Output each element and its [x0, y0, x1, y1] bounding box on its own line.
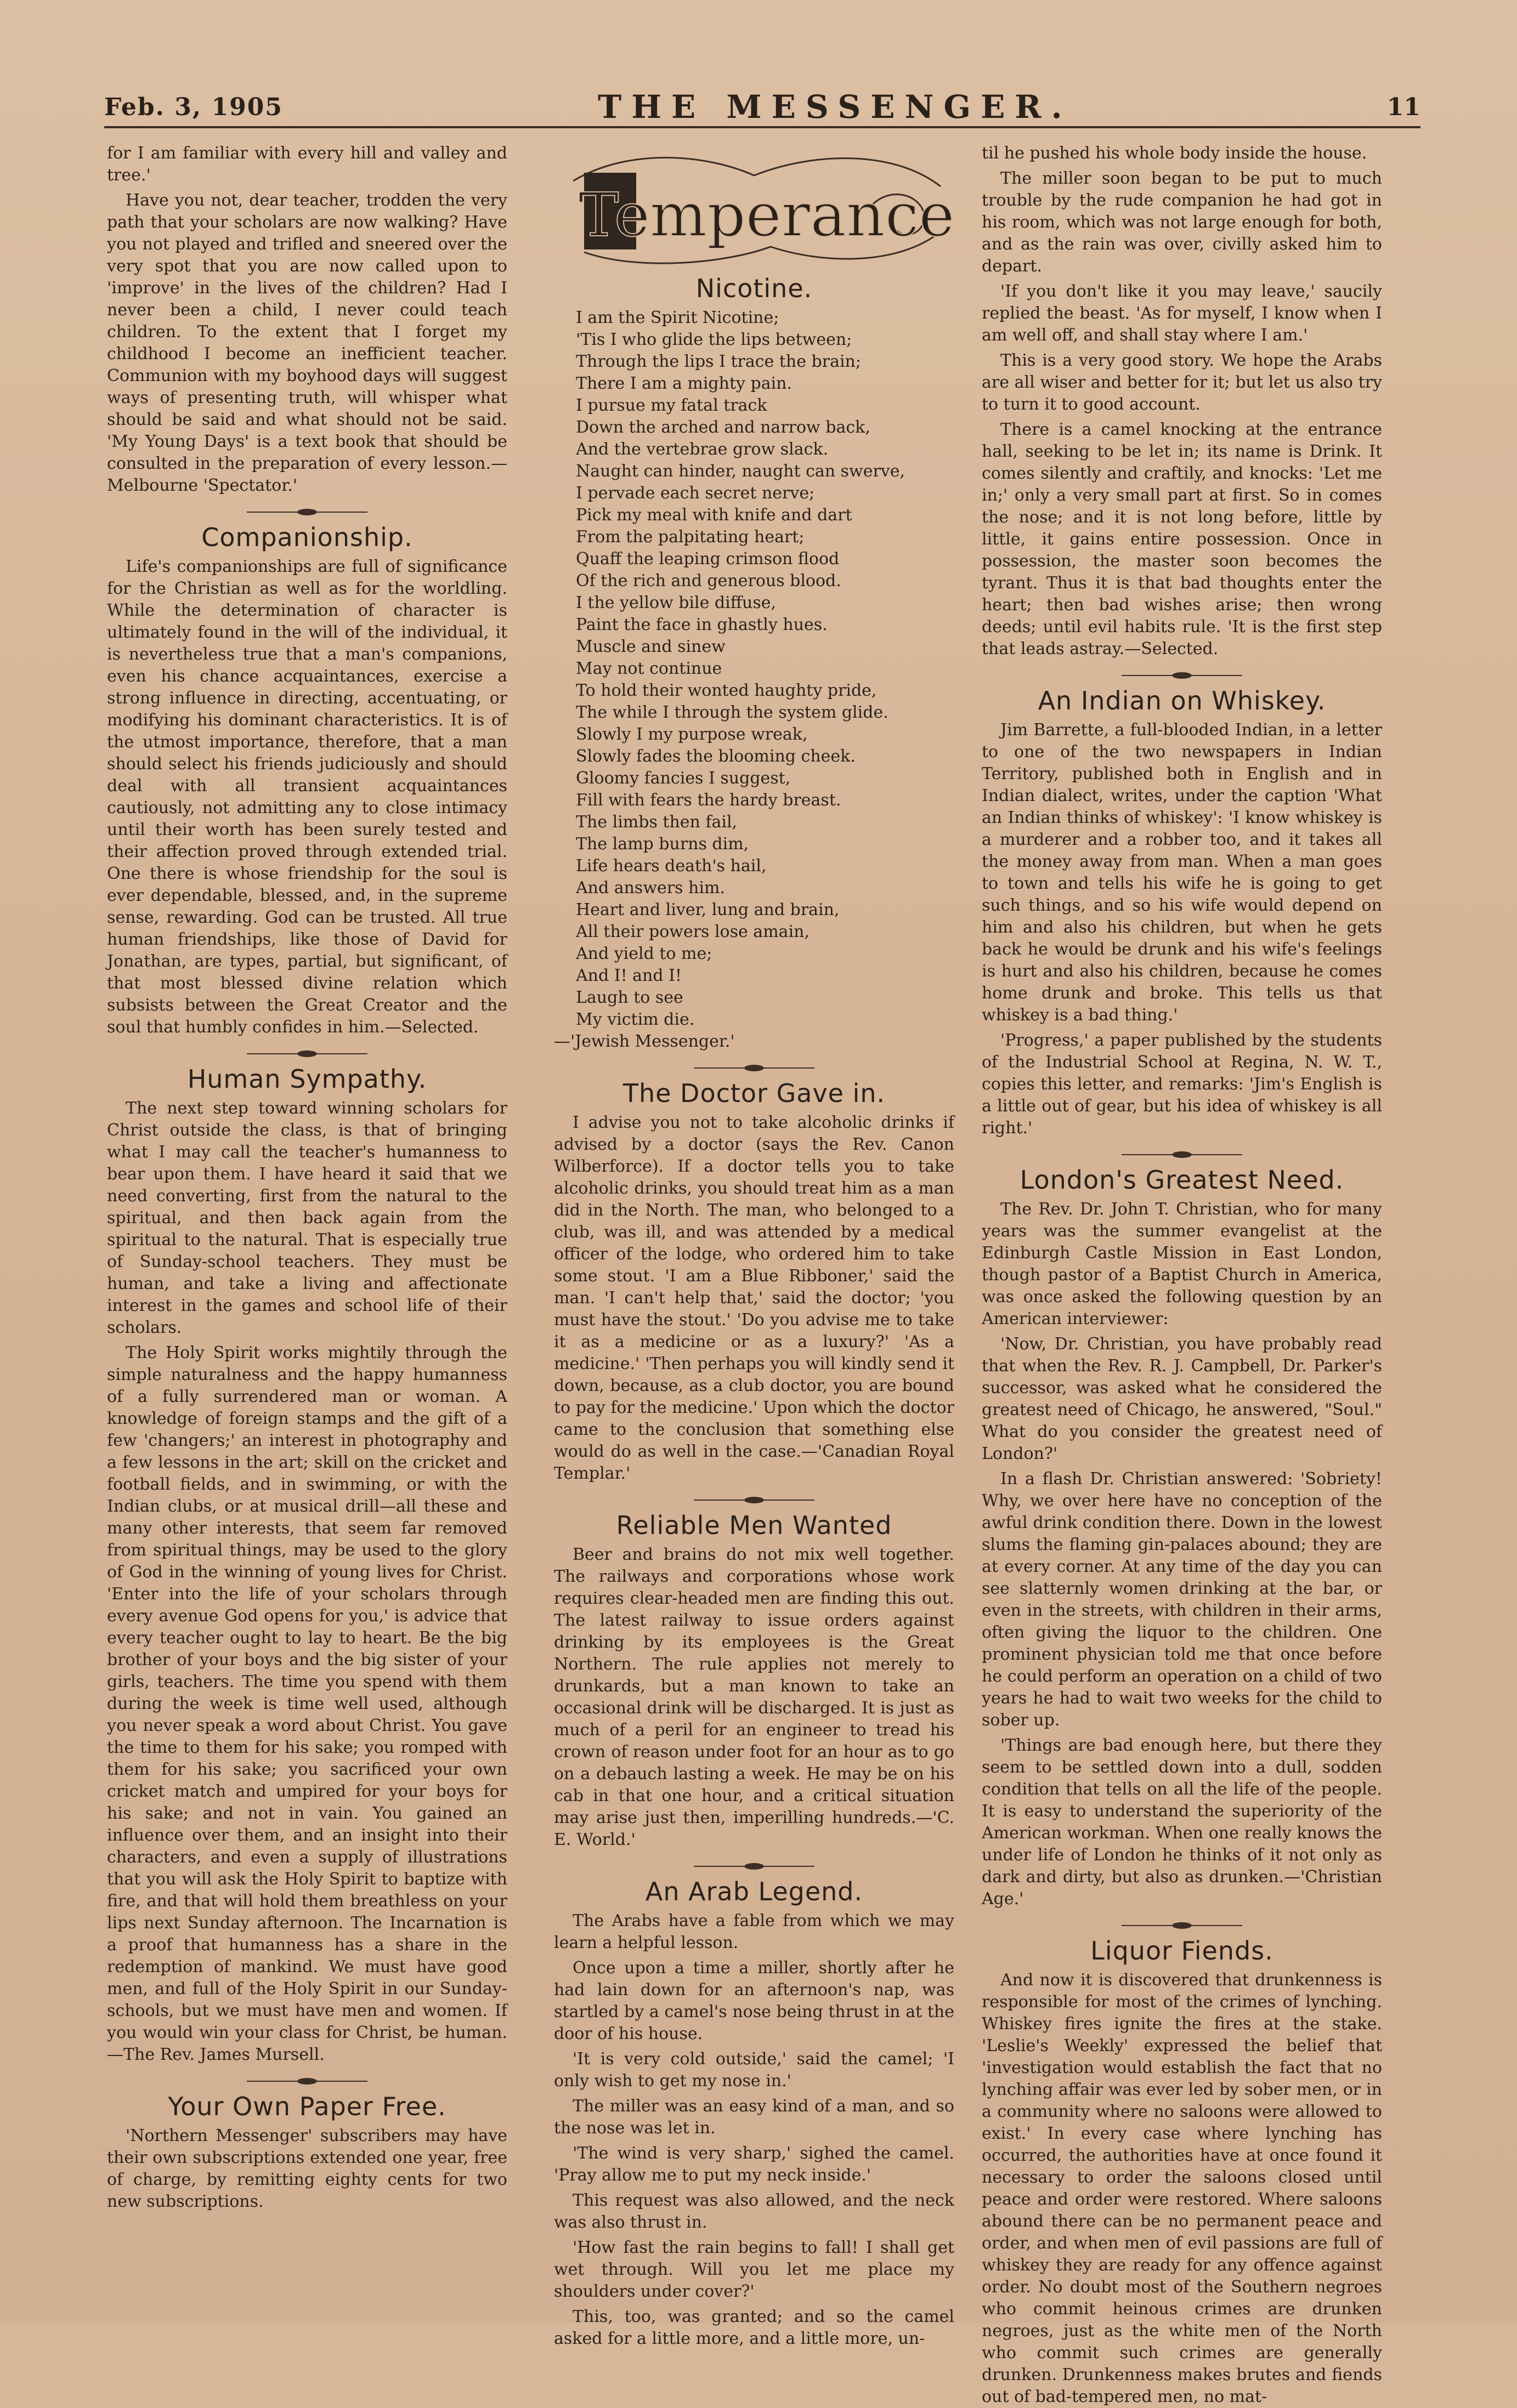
article-title-nicotine: Nicotine. [695, 274, 813, 303]
poem-line: 'Tis I who glide the lips between; [576, 330, 852, 349]
temperance-logo-word: Temperance [579, 180, 955, 250]
article-paragraph: The next step toward winning scholars for Christ outside the class, is that of bringing what I may call the teacher's humanness to bear upon them. I have heard it said that we need converting, first from the natural to the spiritual, and then back again from the spiritual to the natural. That is especially true of Sunday-school teachers. They must be human, and take a living and affectionate interest in the games and school life of their scholars. [107, 1099, 507, 1337]
page-header [104, 88, 1420, 128]
poem-line: And I! and I! [576, 966, 682, 985]
poem-line: The lamp burns dim, [576, 834, 749, 854]
article-paragraph: 'It is very cold outside,' said the camel; 'I only wish to get my nose in.' [554, 2049, 954, 2091]
poem-line: There I am a mighty pain. [576, 374, 793, 393]
poem-line: Down the arched and narrow back, [576, 418, 870, 437]
article-paragraph: In a flash Dr. Christian answered: 'Sobriety! Why, we over here have no conception of the awful drink condition there. Down in the lowest slums the flaming gin-palaces abound; they are at every corner. At any time of the day you can see slatternly women drinking at the bar, or even in the streets, with children in their arms, often giving the liquor to the children. One prominent physician told me that once before he could perform an operation on a child of two years he had to wait two weeks for the child to sober up. [982, 1469, 1382, 1730]
article-title-doctor-gave-in: The Doctor Gave in. [622, 1078, 886, 1108]
article-title-indian-on-whiskey: An Indian on Whiskey. [1038, 686, 1326, 715]
poem-line: Pick my meal with knife and dart [576, 506, 852, 525]
article-paragraph: This, too, was granted; and so the camel asked for a little more, and a little more, un- [554, 2307, 954, 2348]
poem-line: My victim die. [576, 1010, 695, 1029]
poem-line: And answers him. [576, 878, 725, 898]
poem-line: I pervade each secret nerve; [576, 484, 815, 503]
poem-line: I pursue my fatal track [576, 396, 767, 415]
poem-line: May not continue [576, 659, 722, 678]
poem-line: To hold their wonted haughty pride, [576, 681, 877, 700]
article-paragraph: Life's companionships are full of significance for the Christian as well as for the worldling. While the determination of character is ultimately found in the will of the individual, it is nevertheless true that a man's companions, even his chance acquaintances, exercise a strong influence in directing, accentuating, or modifying his dominant characteristics. It is of the utmost importance, therefore, that a man should select his friends judiciously and should deal with all transient acquaintances cautiously, not admitting any to close intimacy until their worth has been surely tested and their affection proved through extended trial. One there is whose friendship for the soul is ever dependable, blessed, and, in the supreme sense, rewarding. God can be trusted. All true human friendships, like those of David for Jonathan, are types, partial, but significant, of that most blessed divine relation which subsists between the Great Creator and the soul that humbly confides in him.—Selected. [107, 557, 507, 1037]
article-paragraph: 'The wind is very sharp,' sighed the camel. 'Pray allow me to put my neck inside.' [554, 2144, 954, 2185]
poem-attribution: —'Jewish Messenger.' [554, 1032, 735, 1051]
ornament-divider [982, 1920, 1382, 1931]
article-paragraph: til he pushed his whole body inside the house. [982, 144, 1367, 163]
article-title-liquor-fiends: Liquor Fiends. [1090, 1936, 1273, 1966]
poem-line: Naught can hinder, naught can swerve, [576, 462, 905, 481]
article-title-own-paper-free: Your Own Paper Free. [168, 2092, 446, 2121]
poem-line: Fill with fears the hardy breast. [576, 791, 841, 810]
article-paragraph: 'How fast the rain begins to fall! I shall get wet through. Will you let me place my shoulders under cover?' [554, 2238, 954, 2301]
poem-line: Muscle and sinew [576, 637, 726, 656]
poem-line: Paint the face in ghastly hues. [576, 615, 828, 634]
article-paragraph: This is a very good story. We hope the Arabs are all wiser and better for it; but let us also try to turn it to good account. [982, 351, 1382, 414]
poem-line: I the yellow bile diffuse, [576, 593, 777, 612]
article-paragraph: 'Progress,' a paper published by the students of the Industrial School at Regina, N. W. T., copies this letter, and remarks: 'Jim's English is a little out of gear, but his idea of whiskey is all right.' [982, 1031, 1382, 1138]
article-paragraph: Beer and brains do not mix well together. The railways and corporations whose work requires clear-headed men are finding this out. The latest railway to issue orders against drinking by its employees is the Great Northern. The rule applies not merely to drunkards, but a man known to take an occasional drink will be discharged. It is just as much of a peril for an engineer to tread his crown of reason under foot for an hour as to go on a debauch lasting a week. He may be on his cab in that one hour, and a critical situation may arise just then, imperilling hundreds.—'C. E. World.' [554, 1545, 954, 1849]
ornament-divider [554, 1861, 954, 1872]
poem-line: The limbs then fail, [576, 813, 738, 832]
ornament-divider [982, 1149, 1382, 1160]
poem-line: And the vertebrae grow slack. [576, 440, 829, 459]
poem-line: Slowly I my purpose wreak, [576, 725, 808, 744]
article-paragraph: Once upon a time a miller, shortly after he had lain down for an afternoon's nap, was startled by a camel's nose being thrust in at the door of his house. [554, 1958, 954, 2043]
poem-line: And yield to me; [576, 944, 712, 963]
article-paragraph: 'If you don't like it you may leave,' saucily replied the beast. 'As for myself, I know when I am well off, and shall stay where I am.' [982, 282, 1382, 345]
poem-line: Of the rich and generous blood. [576, 571, 841, 590]
column-2 [554, 143, 955, 2348]
article-paragraph: This request was also allowed, and the neck was also thrust in. [554, 2191, 954, 2232]
article-paragraph: There is a camel knocking at the entrance hall, seeking to be let in; its name is Drink. It comes silently and craftily, and knocks: 'Let me in;' only a very small part at first. So in comes the nose; and it is not long before, little by little, it gains entire possession. Once in possession, the master soon becomes the tyrant. Thus it is that bad thoughts enter the heart; then bad wishes arise; then wrong deeds; until evil habits rule. 'It is the first step that leads astray.—Selected. [982, 420, 1382, 658]
article-title-londons-greatest-need: London's Greatest Need. [1020, 1165, 1344, 1195]
article-paragraph: 'Northern Messenger' subscribers may have their own subscriptions extended one year, free of charge, by remitting eighty cents for two new subscriptions. [107, 2126, 507, 2211]
poem-line: From the palpitating heart; [576, 527, 805, 547]
temperance-banner [554, 143, 954, 269]
article-paragraph: The Rev. Dr. John T. Christian, who for many years was the summer evangelist at the Edinburgh Castle Mission in East London, though pastor of a Baptist Church in America, was once asked the following question by an American interviewer: [982, 1200, 1382, 1328]
article-paragraph: Jim Barrette, a full-blooded Indian, in a letter to one of the two newspapers in Indian Territory, published both in English and in Indian dialect, writes, under the caption 'What an Indian thinks of whiskey': 'I know whiskey is a murderer and a robber too, and it takes all the money away from man. When a man goes to town and tells his wife he is going to get such things, and so his wife would depend on him and also his children, but when he gets back he would be drunk and his wife's feelings is hurt and also his children, because he comes home drunk and broke. This tells us that whiskey is a bad thing.' [982, 720, 1382, 1025]
article-title-reliable-men-wanted: Reliable Men Wanted [616, 1510, 892, 1540]
article-paragraph: The Holy Spirit works mightily through the simple naturalness and the happy humanness of a fully surrendered man or woman. A knowledge of foreign stamps and the gift of a few 'changers;' an interest in photography and a few lessons in the art; skill on the cricket and football fields, and in swimming, or with the Indian clubs, or at musical drill—all these and many other interests, that seem far removed from spiritual things, may be used to the glory of God in the winning of young lives for Christ. 'Enter into the life of your scholars through every avenue God opens for you,' is advice that every teacher ought to lay to heart. Be the big brother of your boys and the big sister of your girls, teachers. The time you spend with them during the week is time well used, although you never speak a word about Christ. You gave the time to them for his sake; you romped with them for his sake; you sacrificed your own cricket match and umpired for your boys for his sake; and not in vain. You gained an influence over them, and an insight into their characters, and even a supply of illustrations that you will ask the Holy Spirit to baptize with fire, and that will hold them breathless on your lips next Sunday afternoon. The Incarnation is a proof that humanness has a share in the redemption of mankind. We must have good men, and full of the Holy Spirit in our Sunday-schools, but we must have men and women. If you would win your class for Christ, be human.—The Rev. James Mursell. [107, 1343, 507, 2064]
poem-line: I am the Spirit Nicotine; [576, 308, 779, 327]
column-1 [107, 143, 507, 2270]
poem-line: The while I through the system glide. [576, 703, 888, 722]
article-paragraph: And now it is discovered that drunkenness is responsible for most of the crimes of lynching. Whiskey fires ignite the fires at the stake. 'Leslie's Weekly' expressed the belief that 'investigation would establish the fact that no lynching affair was ever led by sober men, or in a community where no saloons were allowed to exist.' In every case where lynching has occurred, the authorities have at once found it necessary to order the saloons closed until peace and order were restored. Where saloons abound there can be no permanent peace and order, and when men of evil passions are full of whiskey they are ready for any offence against order. No doubt most of the Southern negroes who commit heinous crimes are drunken negroes, just as the white men of the North who commit such crimes are generally drunken. Drunkenness makes brutes and fiends out of bad-tempered men, no mat- [982, 1970, 1382, 2406]
poem-line: Quaff the leaping crimson flood [576, 549, 840, 569]
ornament-divider [982, 670, 1382, 681]
issue-date: Feb. 3, 1905 [104, 93, 283, 121]
nicotine-poem [576, 307, 954, 1031]
article-title-human-sympathy: Human Sympathy. [187, 1064, 427, 1094]
poem-line: Life hears death's hail, [576, 856, 767, 876]
article-paragraph: The miller soon began to be put to much trouble by the rude companion he had got in his room, which was not large enough for both, and as the rain was over, civilly asked him to depart. [982, 169, 1382, 276]
article-paragraph: The Arabs have a fable from which we may learn a helpful lesson. [554, 1911, 954, 1952]
ornament-divider [554, 1063, 954, 1074]
ornament-divider [107, 507, 507, 518]
poem-line: Slowly fades the blooming cheek. [576, 747, 856, 766]
ornament-divider [107, 2076, 507, 2087]
masthead-title: THE MESSENGER. [598, 88, 1072, 126]
article-paragraph: 'Now, Dr. Christian, you have probably read that when the Rev. R. J. Campbell, Dr. Parker's successor, was asked what he considered the greatest need of Chicago, he answered, "Soul." What do you consider the greatest need of London?' [982, 1334, 1382, 1463]
article-paragraph: 'Things are bad enough here, but there they seem to be settled down into a dull, sodden condition that tells on all the life of the people. It is easy to understand the superiority of the American workman. When one really knows the under life of London he thinks of it not only as dark and dirty, but also as drunken.—'Christian Age.' [982, 1736, 1382, 1909]
intro-paragraph: Have you not, dear teacher, trodden the very path that your scholars are now walking? Have you not played and trifled and sneered over the very spot that you are now called upon to 'improve' in the lives of the children? Had I never been a child, I never could teach children. To the extent that I forget my childhood I become an inefficient teacher. Communion with my boyhood days will suggest ways of presenting truth, will whisper what should be said and what should not be said. 'My Young Days' is a text book that should be consulted in the preparation of every lesson.—Melbourne 'Spectator.' [107, 191, 507, 495]
poem-line: Through the lips I trace the brain; [576, 352, 861, 371]
intro-paragraph: for I am familiar with every hill and valley and tree.' [107, 144, 507, 185]
article-title-companionship: Companionship. [201, 523, 413, 552]
ornament-divider [554, 1495, 954, 1506]
poem-line: Gloomy fancies I suggest, [576, 769, 791, 788]
column-3 [982, 143, 1382, 2406]
poem-line: All their powers lose amain, [576, 922, 810, 941]
poem-line: Heart and liver, lung and brain, [576, 900, 840, 919]
page-number: 11 [1386, 93, 1420, 121]
article-title-arab-legend: An Arab Legend. [645, 1877, 863, 1906]
article-paragraph: I advise you not to take alcoholic drinks if advised by a doctor (says the Rev. Canon Wilberforce). If a doctor tells you to take alcoholic drinks, you should treat him as a man did in the North. The man, who belonged to a club, was ill, and was attended by a medical officer of the lodge, who ordered him to take some stout. 'I am a Blue Ribboner,' said the man. 'I can't help that,' said the doctor; 'you must have the stout.' 'Do you advise me to take it as a medicine or as a luxury?' 'As a medicine.' 'Then perhaps you will kindly send it down, because, as a club doctor, you are bound to pay for the medicine.' Upon which the doctor came to the conclusion that something else would do as well in the case.—'Canadian Royal Templar.' [554, 1113, 954, 1483]
poem-line: Laugh to see [576, 988, 683, 1007]
article-paragraph: The miller was an easy kind of a man, and so the nose was let in. [554, 2097, 954, 2138]
ornament-divider [107, 1048, 507, 1059]
